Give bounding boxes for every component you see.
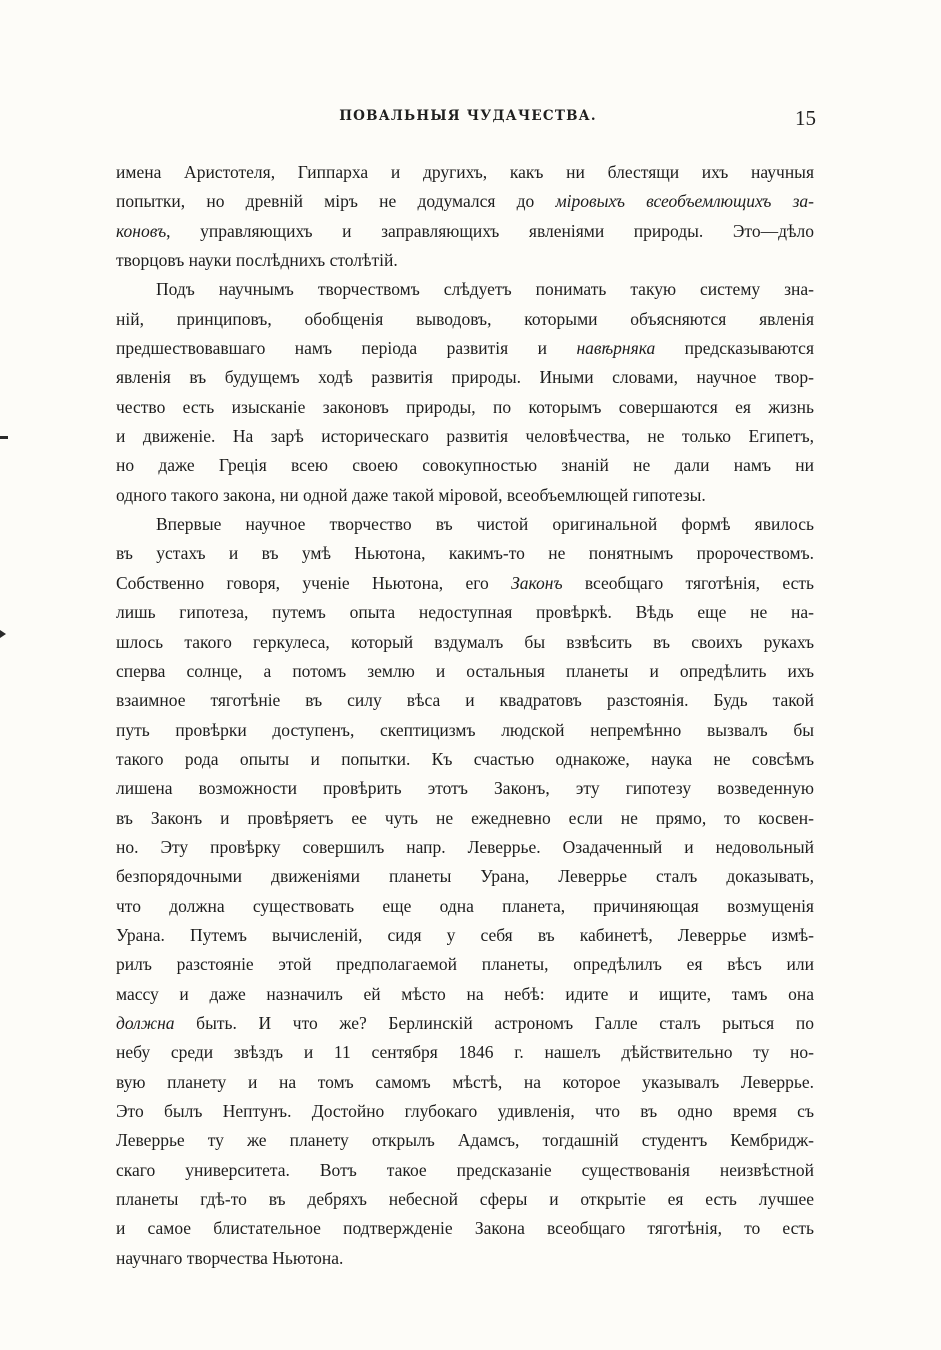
text-run: явленія въ будущемъ ходѣ развитія природы. Иными словами, научное твор- (116, 367, 814, 388)
text-run: , управляющихъ и заправляющихъ явленіями природы. Это—дѣло (166, 220, 814, 241)
text-run: такого рода опыты и попытки. Къ счастью однакоже, наука не совсѣмъ (116, 748, 814, 769)
page-header (118, 106, 818, 132)
text-line (116, 657, 814, 686)
text-line (116, 451, 814, 480)
text-line (116, 598, 814, 627)
text-line (116, 422, 814, 451)
text-run: въ Законъ и провѣряетъ ее чуть не ежедневно если не прямо, то косвен- (116, 807, 814, 828)
text-line (116, 1185, 814, 1214)
text-line (116, 246, 814, 275)
text-line (116, 804, 814, 833)
page-number: 15 (795, 106, 816, 130)
text-run: и самое блистательное подтвержденіе Закона всеобщаго тяготѣнія, то есть (116, 1218, 814, 1239)
italic-phrase: должна (116, 1012, 175, 1033)
text-line (116, 275, 814, 304)
italic-phrase: коновъ (116, 220, 167, 241)
text-run: одного такого закона, ни одной даже такой міровой, всеобъемлющей гипотезы. (116, 484, 706, 505)
text-run: Впервые научное творчество въ чистой оригинальной формѣ явилось (156, 514, 814, 535)
text-run: взаимное тяготѣніе въ силу вѣса и квадратовъ разстоянія. Будь такой (116, 690, 814, 711)
text-run: быть. И что же? Берлинскій астрономъ Галле сталъ рыться по (174, 1012, 814, 1033)
text-run: творцовъ науки послѣднихъ столѣтій. (116, 250, 398, 271)
text-run: въ устахъ и въ умѣ Ньютона, какимъ-то не понятнымъ пророчествомъ. (116, 543, 814, 564)
text-run: но даже Греція всею своею совокупностью знаній не дали намъ ни (116, 455, 814, 476)
italic-phrase: навѣрняка (576, 338, 656, 359)
text-line (116, 334, 814, 363)
text-run: но. Эту провѣрку совершилъ напр. Леверрье. Озадаченный и недовольный (116, 836, 814, 857)
text-line (116, 980, 814, 1009)
text-run: Подъ научнымъ творчествомъ слѣдуетъ понимать такую систему зна- (156, 279, 814, 300)
text-run: попытки, но древній міръ не додумался до (116, 191, 556, 212)
text-run: Урана. Путемъ вычисленій, сидя у себя въ кабинетѣ, Леверрье измѣ- (116, 924, 814, 945)
text-line (116, 921, 814, 950)
italic-phrase: Законъ (511, 572, 563, 593)
text-line (116, 1038, 814, 1067)
text-run: ній, принциповъ, обобщенія выводовъ, которыми объясняются явленія (116, 308, 814, 329)
text-line (116, 1068, 814, 1097)
text-run: безпорядочными движеніями планеты Урана, Леверрье сталъ доказывать, (116, 866, 814, 887)
text-line (116, 187, 814, 216)
text-line (116, 833, 814, 862)
margin-arrow (0, 630, 6, 638)
text-line (116, 217, 814, 246)
text-line (116, 628, 814, 657)
text-line (116, 481, 814, 510)
text-line (116, 305, 814, 334)
text-run: предшествовавшаго намъ періода развитія и (116, 338, 577, 359)
text-run: вую планету и на томъ самомъ мѣстѣ, на которое указывалъ Леверрье. (116, 1071, 814, 1092)
body-text (116, 158, 814, 1273)
text-run: скаго университета. Вотъ такое предсказаніе существованія неизвѣстной (116, 1159, 814, 1180)
text-line (116, 393, 814, 422)
text-line (116, 569, 814, 598)
text-line (116, 1126, 814, 1155)
text-run: лишена возможности провѣрить этотъ Законъ, эту гипотезу возведенную (116, 778, 814, 799)
text-line (116, 745, 814, 774)
text-run: чество есть изысканіе законовъ природы, по которымъ совершаются ея жизнь (116, 396, 814, 417)
text-run: научнаго творчества Ньютона. (116, 1247, 344, 1268)
text-run: всеобщаго тяготѣнія, есть (562, 572, 814, 593)
running-title: ПОВАЛЬНЫЯ ЧУДАЧЕСТВА. (339, 108, 597, 124)
text-line (116, 862, 814, 891)
text-line (116, 1244, 814, 1273)
text-line (116, 716, 814, 745)
text-line (116, 363, 814, 392)
text-line (116, 774, 814, 803)
text-run: небу среди звѣздъ и 11 сентября 1846 г. нашелъ дѣйствительно ту но- (116, 1042, 814, 1063)
text-line (116, 1156, 814, 1185)
text-run: сперва солнце, а потомъ землю и остальныя планеты и опредѣлить ихъ (116, 660, 814, 681)
text-line (116, 539, 814, 568)
text-run: что должна существовать еще одна планета, причиняющая возмущенія (116, 895, 814, 916)
text-line (116, 892, 814, 921)
text-run: массу и даже назначилъ ей мѣсто на небѣ: идите и ищите, тамъ она (116, 983, 814, 1004)
text-line (116, 950, 814, 979)
text-line (116, 510, 814, 539)
text-line (116, 686, 814, 715)
text-run: Леверрье ту же планету открылъ Адамсъ, тогдашній студентъ Кембридж- (116, 1130, 814, 1151)
text-line (116, 158, 814, 187)
text-run: путь провѣрки доступенъ, скептицизмъ людской непремѣнно вызвалъ бы (116, 719, 814, 740)
text-run: планеты гдѣ-то въ дебряхъ небесной сферы и открытіе ея есть лучшее (116, 1189, 814, 1210)
text-run: предсказываются (655, 338, 814, 359)
text-run: шлось такого геркулеса, который вздумалъ бы взвѣсить въ своихъ рукахъ (116, 631, 814, 652)
text-run: имена Аристотеля, Гиппарха и другихъ, какъ ни блестящи ихъ научныя (116, 162, 814, 182)
text-line (116, 1009, 814, 1038)
text-run: рилъ разстояніе этой предполагаемой планеты, опредѣлилъ ея вѣсъ или (116, 954, 814, 975)
text-run: лишь гипотеза, путемъ опыта недоступная провѣркѣ. Вѣдь еще не на- (116, 602, 814, 623)
italic-phrase: міровыхъ всеобъемлющихъ за- (555, 191, 814, 212)
text-run: Собственно говоря, ученіе Ньютона, его (116, 572, 512, 593)
margin-mark (0, 436, 8, 439)
text-line (116, 1214, 814, 1243)
text-line (116, 1097, 814, 1126)
text-run: и движеніе. На зарѣ историческаго развитія человѣчества, не только Египетъ, (116, 426, 814, 447)
text-run: Это былъ Нептунъ. Достойно глубокаго удивленія, что въ одно время съ (116, 1101, 814, 1121)
